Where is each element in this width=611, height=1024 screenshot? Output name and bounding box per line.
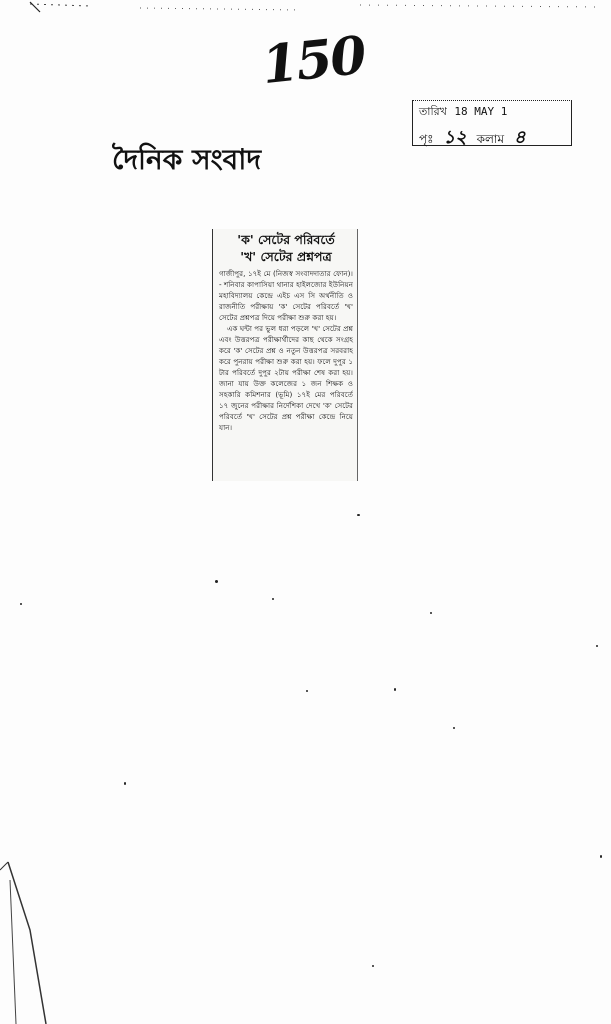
handwritten-page-number: 150: [259, 24, 368, 97]
stamp-column-label: কলাম: [476, 132, 505, 146]
date-stamp: [412, 100, 572, 146]
stamp-date-row: [419, 103, 507, 122]
clipping-body: [219, 268, 353, 433]
stamp-page-label: পৃঃ: [419, 132, 434, 146]
scan-speck: [357, 514, 360, 516]
headline-line-2: 'খ' সেটের প্রশ্নপত্র: [240, 249, 332, 264]
stamp-column-value: ৪: [513, 127, 526, 148]
newspaper-masthead: দৈনিক সংবাদ: [112, 143, 262, 176]
scan-speck: [215, 580, 218, 583]
stamp-page-value: ১২: [443, 127, 467, 148]
scan-speck: [20, 603, 22, 605]
clipping-paragraph-1: গাজীপুর, ১৭ই মে (নিজস্ব সংবাদদাতার ফোন)। - শনিবার কাপাসিয়া থানার হাইলজোর ইউনিয়ন মহাবিদ্যালয় কেন্দ্রে এইচ এস সি অর্থনীতি ও রাজনীতি পরীক্ষায় 'ক' সেটের পরিবর্তে 'খ' সেটের প্রশ্নপত্র দিয়ে পরীক্ষা শুরু করা হয়।: [219, 269, 353, 322]
stamp-page-row: [419, 123, 532, 154]
news-clipping: [212, 229, 358, 481]
clipping-headline: [219, 231, 353, 265]
scan-speck: [394, 688, 396, 691]
page-curl-edge: [0, 860, 50, 1024]
clipping-paragraph-2: এক ঘন্টা পর ভুল ধরা পড়লে 'খ' সেটের প্রশ্ন এবং উত্তরপত্র পরীক্ষার্থীদের কাছ থেকে সংগ্রহ করে 'ক' সেটের প্রশ্ন ও নতুন উত্তরপত্র সরবরাহ করে পুনরায় পরীক্ষা শুরু করা হয়। ফলে দুপুর ১ টার পরিবর্তে দুপুর ২টায় পরীক্ষা শেষ করা হয়। জানা যায় উক্ত কলেজের ১ জন শিক্ষক ও সহকারি কমিশনার (ভূমি) ১৭ই মের পরিবর্তে ১৭ জুনের পরীক্ষার নির্দেশিকা দেখে 'ক' সেটের পরিবর্তে 'খ' সেটের প্রশ্ন পরীক্ষা কেন্দ্রে নিয়ে যান।: [219, 324, 353, 432]
scan-speck: [430, 612, 432, 614]
stamp-date-label: তারিখ: [419, 105, 447, 118]
scan-speck: [596, 645, 598, 647]
scan-edge-noise: [0, 0, 611, 16]
scan-speck: [372, 965, 374, 967]
scan-speck: [124, 782, 126, 785]
headline-line-1: 'ক' সেটের পরিবর্তে: [237, 232, 335, 247]
scan-speck: [453, 727, 455, 729]
scan-speck: [600, 855, 602, 858]
stamp-date-value: 18 MAY 1: [454, 105, 508, 118]
scan-speck: [306, 690, 308, 692]
scan-speck: [272, 598, 274, 600]
